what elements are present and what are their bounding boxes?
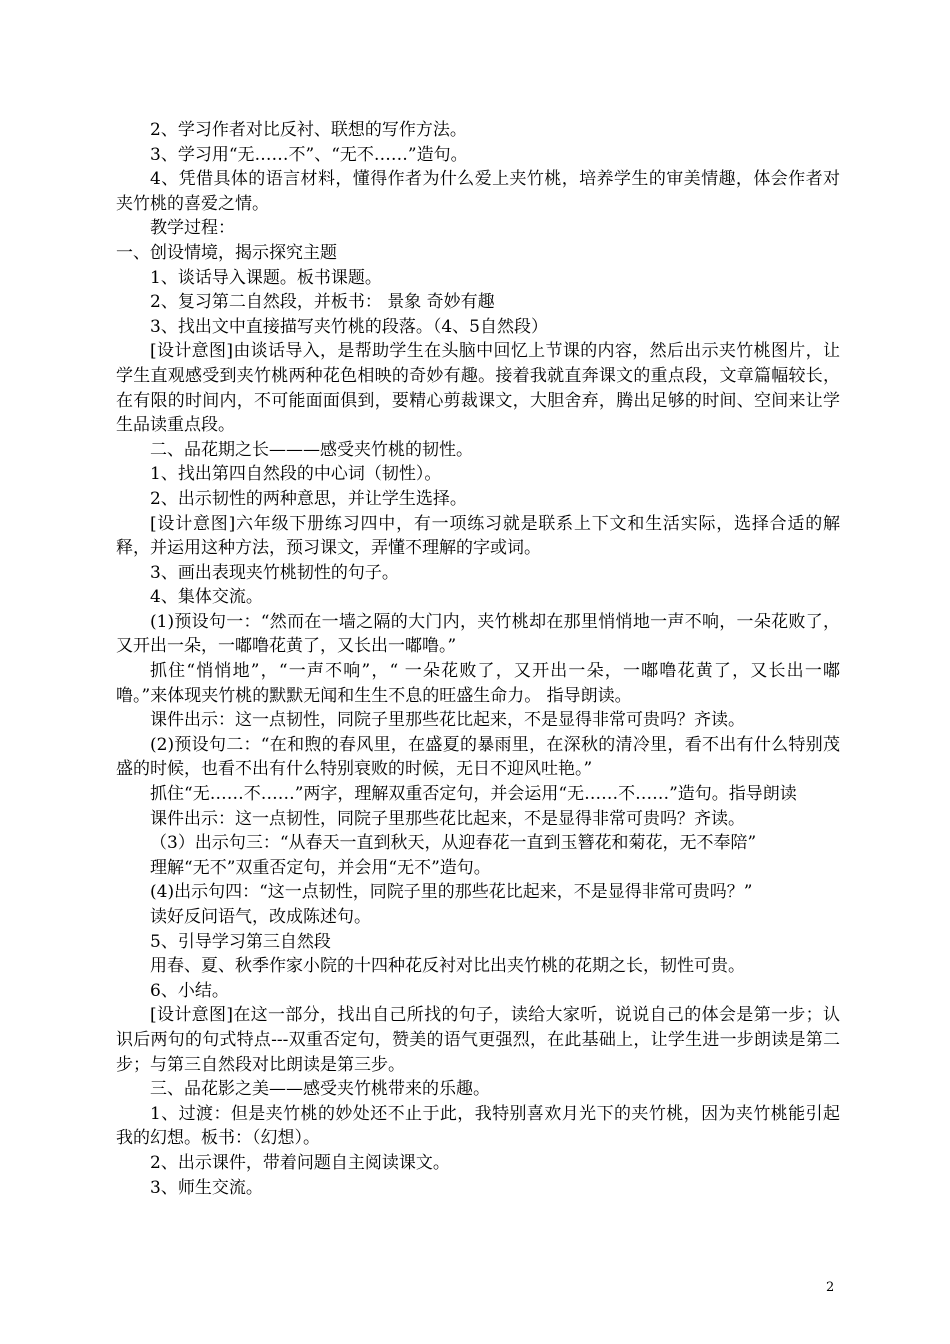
paragraph: [设计意图]由谈话导入，是帮助学生在头脑中回忆上节课的内容，然后出示夹竹桃图片，让学生直观感受到夹竹桃两种花色相映的奇妙有趣。接着我就直奔课文的重点段，文章篇幅较长，在有限的时间内，不可能面面俱到，要精心剪裁课文，大胆舍弃，腾出足够的时间、空间来让学生品读重点段。	[116, 341, 840, 436]
paragraph: 1、过渡：但是夹竹桃的妙处还不止于此，我特别喜欢月光下的夹竹桃，因为夹竹桃能引起我的幻想。板书：（幻想）。	[116, 1103, 840, 1149]
paragraph: 2、复习第二自然段，并板书： 景象 奇妙有趣	[150, 292, 495, 313]
paragraph: 读好反问语气，改成陈述句。	[150, 907, 371, 927]
paragraph: (4)出示句四：“这一点韧性，同院子里的那些花比起来，不是显得非常可贵吗？”	[150, 882, 753, 903]
paragraph: 一、创设情境，揭示探究主题	[116, 242, 337, 263]
paragraph: [设计意图]六年级下册练习四中，有一项练习就是联系上下文和生活实际，选择合适的解释，并运用这种方法，预习课文，弄懂不理解的字或词。	[116, 513, 840, 559]
page-number: 2	[826, 1280, 835, 1295]
paragraph: 用春、夏、秋季作家小院的十四种花反衬对比出夹竹桃的花期之长，韧性可贵。	[150, 956, 745, 977]
paragraph: （3）出示句三：“从春天一直到秋天，从迎春花一直到玉簪花和菊花，无不奉陪”	[150, 833, 757, 854]
paragraph: 2、出示韧性的两种意思，并让学生选择。	[150, 488, 467, 509]
paragraph: 理解“无不”双重否定句，并会用“无不”造句。	[150, 857, 491, 878]
paragraph: 6、小结。	[150, 980, 229, 1001]
paragraph: 抓住“无……不……”两字，理解双重否定句，并会运用“无……不……”造句。指导朗读	[150, 784, 797, 805]
paragraph: 3、找出文中直接描写夹竹桃的段落。（4、5自然段）	[150, 316, 548, 337]
paragraph: 2、学习作者对比反衬、联想的写作方法。	[150, 120, 467, 140]
paragraph: 3、学习用“无……不”、“无不……”造句。	[150, 144, 468, 165]
paragraph: 1、谈话导入课题。板书课题。	[150, 267, 382, 288]
paragraph: 3、师生交流。	[150, 1177, 263, 1198]
paragraph: 5、引导学习第三自然段	[150, 931, 331, 952]
paragraph: 三、品花影之美——感受夹竹桃带来的乐趣。	[150, 1079, 490, 1100]
document-body	[116, 118, 840, 1200]
paragraph: 4、凭借具体的语言材料，懂得作者为什么爱上夹竹桃，培养学生的审美情趣，体会作者对夹竹桃的喜爱之情。	[116, 169, 840, 214]
paragraph: [设计意图]在这一部分，找出自己所找的句子，读给大家听，说说自己的体会是第一步；认识后两句的句式特点---双重否定句，赞美的语气更强烈，在此基础上，让学生进一步朗读是第二步；与第三自然段对比朗读是第三步。	[116, 1005, 840, 1075]
paragraph: 教学过程：	[150, 218, 235, 239]
paragraph: 3、画出表现夹竹桃韧性的句子。	[150, 562, 399, 583]
paragraph: 4、集体交流。	[150, 587, 263, 608]
paragraph: 二、品花期之长———感受夹竹桃的韧性。	[150, 439, 473, 460]
paragraph: (2)预设句二：“在和煦的春风里，在盛夏的暴雨里，在深秋的清冷里，看不出有什么特别茂盛的时候，也看不出有什么特别衰败的时候，无日不迎风吐艳。”	[116, 734, 840, 780]
paragraph: 2、出示课件，带着问题自主阅读课文。	[150, 1152, 450, 1173]
paragraph: 课件出示：这一点韧性，同院子里那些花比起来，不是显得非常可贵吗？齐读。	[150, 710, 745, 731]
paragraph: 抓住“悄悄地”，“一声不响”，“ 一朵花败了，又开出一朵，一嘟噜花黄了，又长出一嘟噜。”来体现夹竹桃的默默无闻和生生不息的旺盛生命力。 指导朗读。	[116, 661, 840, 706]
paragraph: 1、找出第四自然段的中心词（韧性）。	[150, 464, 442, 485]
paragraph: (1)预设句一：“然而在一墙之隔的大门内，夹竹桃却在那里悄悄地一声不响，一朵花败了，又开出一朵，一嘟噜花黄了，又长出一嘟噜。”	[116, 611, 840, 657]
paragraph: 课件出示：这一点韧性，同院子里那些花比起来，不是显得非常可贵吗？齐读。	[150, 808, 745, 829]
